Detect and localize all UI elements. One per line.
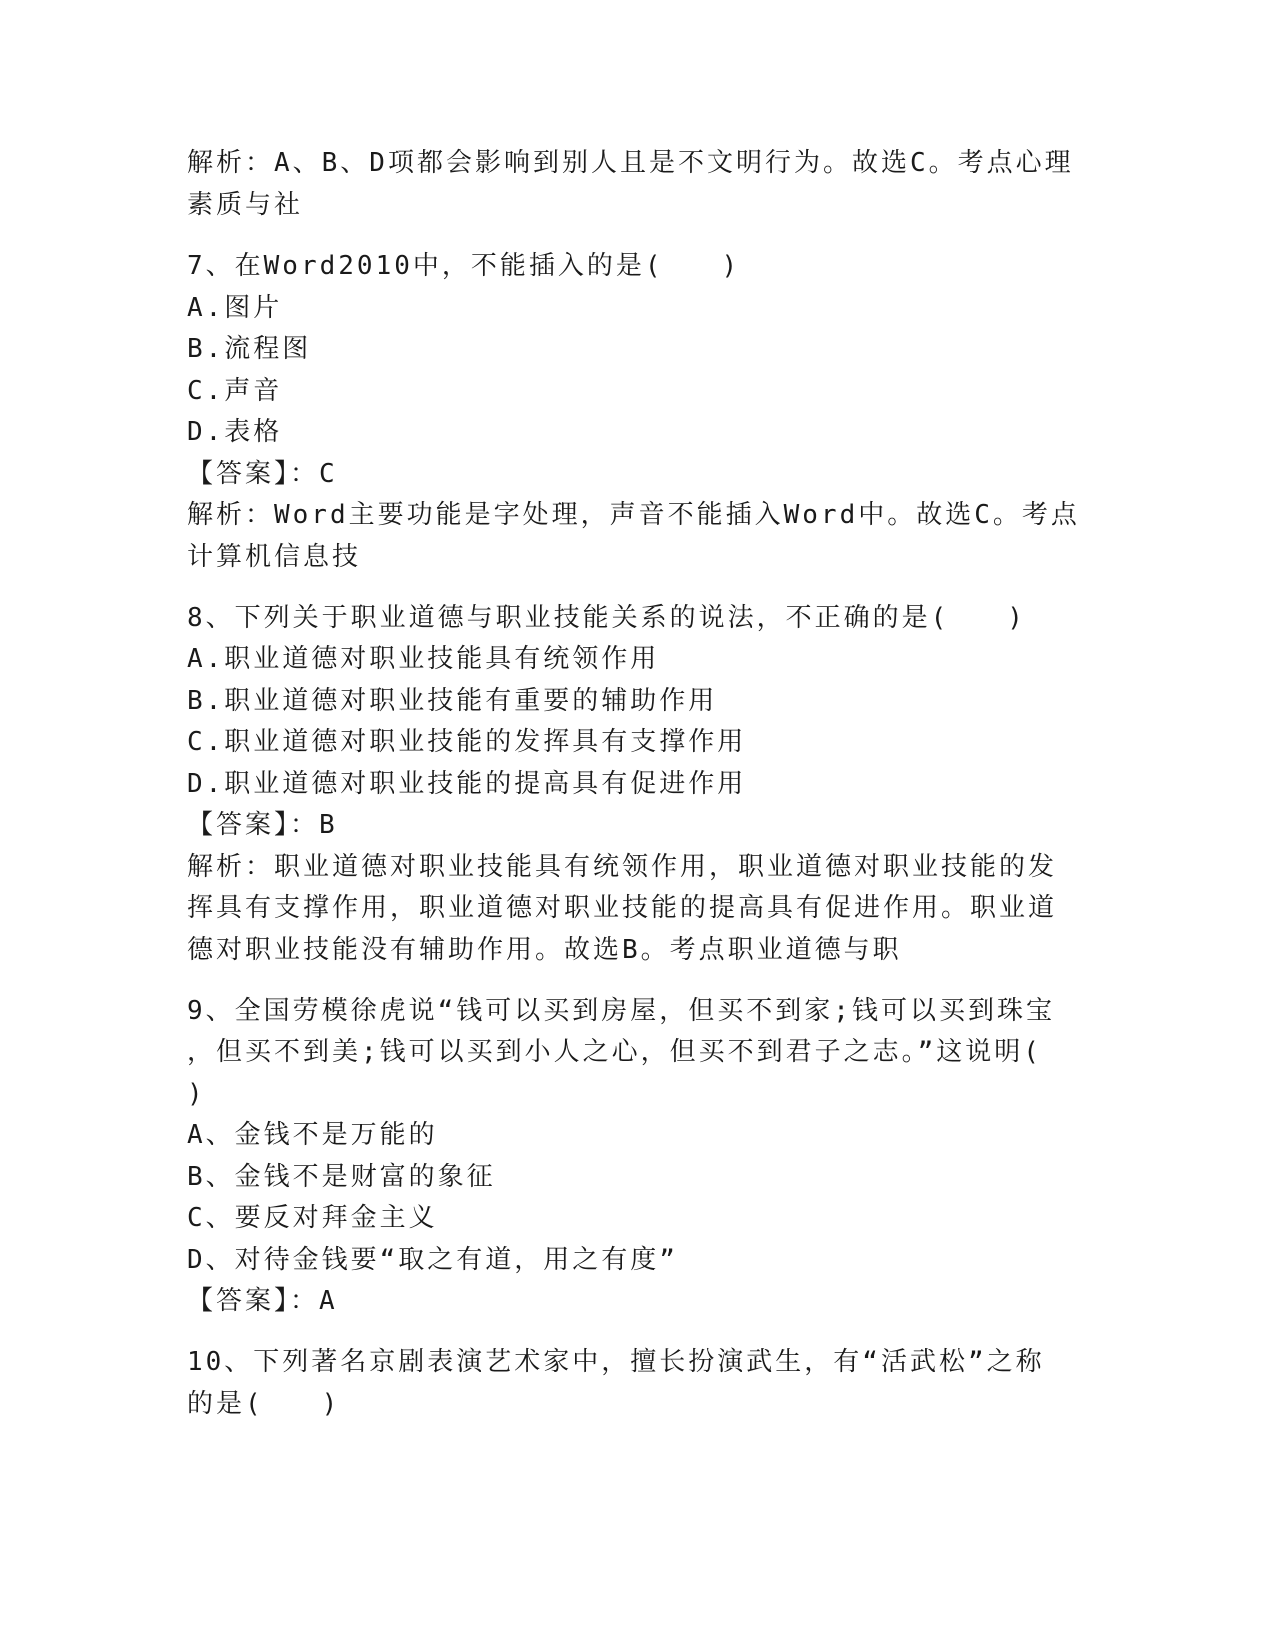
q7-analysis-line-2: 计算机信息技 [187, 542, 362, 572]
q10-stem-line-1: 10、下列著名京剧表演艺术家中，擅长扮演武生，有“活武松”之称 [187, 1347, 1045, 1377]
q8-answer: 【答案】：B [187, 810, 338, 840]
q7-answer: 【答案】：C [187, 459, 338, 489]
q9-stem-line-3: ) [187, 1079, 206, 1109]
q6-analysis-line-2: 素质与社 [187, 190, 304, 220]
q6-analysis-line-1: 解析：A、B、D项都会影响到别人且是不文明行为。故选C。考点心理 [187, 148, 1074, 178]
q7-option-a: A.图片 [187, 293, 283, 323]
q8-option-c: C.职业道德对职业技能的发挥具有支撑作用 [187, 727, 747, 757]
q8-stem: 8、下列关于职业道德与职业技能关系的说法，不正确的是( ) [187, 603, 1026, 633]
q7-option-c: C.声音 [187, 376, 283, 406]
q8-analysis-line-1: 解析：职业道德对职业技能具有统领作用，职业道德对职业技能的发 [187, 852, 1058, 882]
q9-answer: 【答案】：A [187, 1286, 338, 1316]
q9-option-a: A、金钱不是万能的 [187, 1120, 438, 1150]
q9-stem-line-1: 9、全国劳模徐虎说“钱可以买到房屋，但买不到家;钱可以买到珠宝 [187, 996, 1055, 1026]
q7-analysis-line-1: 解析：Word主要功能是字处理，声音不能插入Word中。故选C。考点 [187, 500, 1080, 530]
q9-option-d: D、对待金钱要“取之有道，用之有度” [187, 1245, 678, 1275]
q9-stem-line-2: ，但买不到美;钱可以买到小人之心，但买不到君子之志。”这说明( [187, 1037, 1042, 1067]
q9-option-b: B、金钱不是财富的象征 [187, 1162, 496, 1192]
q8-analysis-line-2: 挥具有支撑作用，职业道德对职业技能的提高具有促进作用。职业道 [187, 893, 1058, 923]
q8-option-b: B.职业道德对职业技能有重要的辅助作用 [187, 686, 718, 716]
q7-option-b: B.流程图 [187, 334, 312, 364]
q8-option-d: D.职业道德对职业技能的提高具有促进作用 [187, 769, 747, 799]
q9-option-c: C、要反对拜金主义 [187, 1203, 438, 1233]
q8-option-a: A.职业道德对职业技能具有统领作用 [187, 644, 660, 674]
q7-stem: 7、在Word2010中，不能插入的是( ) [187, 251, 741, 281]
q8-analysis-line-3: 德对职业技能没有辅助作用。故选B。考点职业道德与职 [187, 935, 902, 965]
q10-stem-line-2: 的是( ) [187, 1389, 341, 1419]
q7-option-d: D.表格 [187, 417, 283, 447]
